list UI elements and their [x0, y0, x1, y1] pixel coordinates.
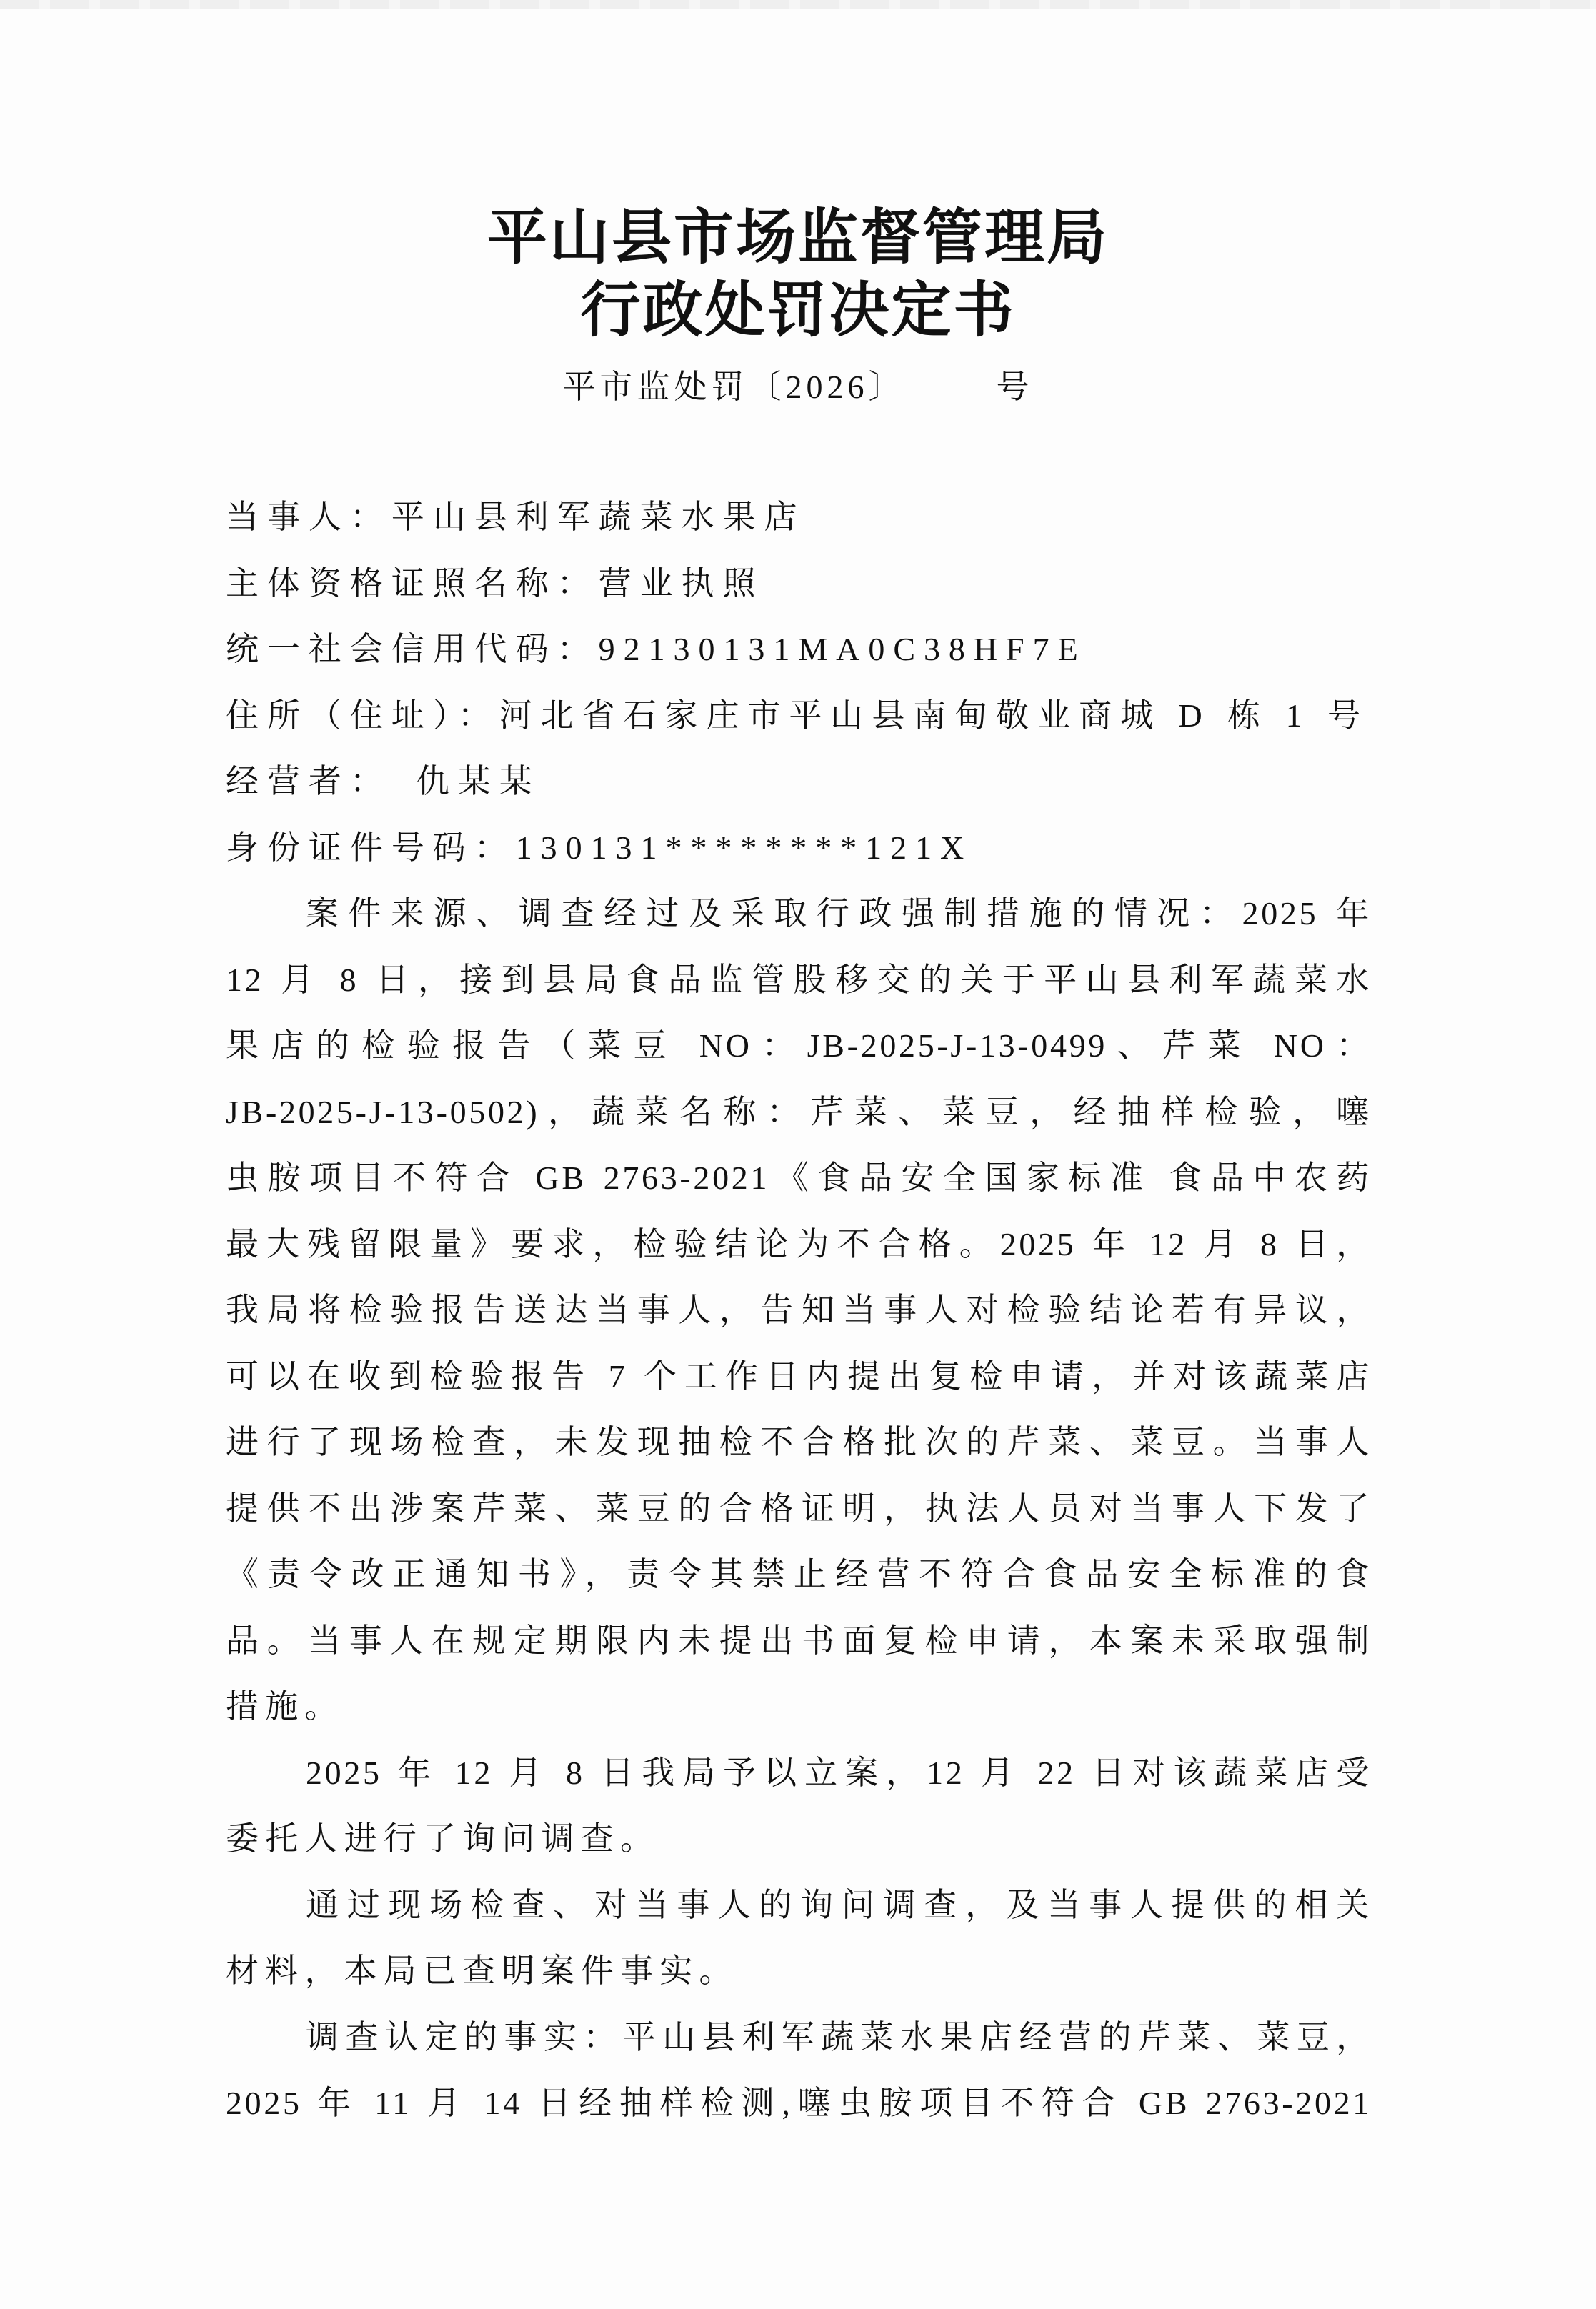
body-line: 品。当事人在规定期限内未提出书面复检申请，本案未采取强制 [226, 1622, 1372, 1659]
body-line: 虫胺项目不符合 GB 2763-2021《食品安全国家标准 食品中农药 [226, 1160, 1372, 1196]
body-line: 果店的检验报告（菜豆 NO：JB-2025-J-13-0499、芹菜 NO： [226, 1027, 1372, 1064]
document-header [0, 202, 1596, 348]
document-number [0, 366, 1596, 409]
body-line: 经营者： 仇某某 [226, 763, 541, 799]
document-title-line1: 平山县市场监督管理局 [487, 205, 1109, 271]
body-line: 通过现场检查、对当事人的询问调查，及当事人提供的相关 [306, 1886, 1372, 1923]
document-title-line2: 行政处罚决定书 [580, 278, 1016, 344]
body-line: 提供不出涉案芹菜、菜豆的合格证明，执法人员对当事人下发了 [226, 1490, 1372, 1527]
body-line: 《责令改正通知书》，责令其禁止经营不符合食品安全标准的食 [226, 1556, 1372, 1592]
body-line: 进行了现场检查，未发现抽检不合格批次的芹菜、菜豆。当事人 [226, 1424, 1372, 1460]
document-body [226, 484, 1372, 2137]
body-line: 统一社会信用代码：92130131MA0C38HF7E [226, 631, 1087, 667]
body-line: 调查认定的事实：平山县利军蔬菜水果店经营的芹菜、菜豆， [306, 2018, 1372, 2055]
body-line: 材料，本局已查明案件事实。 [226, 1953, 739, 1989]
body-line: 12 月 8 日，接到县局食品监管股移交的关于平山县利军蔬菜水 [226, 961, 1372, 998]
document-number-prefix: 平市监处罚〔2026〕 [562, 369, 906, 405]
body-line: 住所（住址）：河北省石家庄市平山县南甸敬业商城 D 栋 1 号 [226, 697, 1369, 734]
scan-artifact-strip [0, 0, 1596, 9]
body-line: 我局将检验报告送达当事人，告知当事人对检验结论若有异议， [226, 1292, 1372, 1328]
document-number-suffix: 号 [996, 369, 1034, 405]
body-line: 措施。 [226, 1688, 344, 1725]
body-line: 身份证件号码：130131********121X [226, 829, 973, 866]
body-line: 最大残留限量》要求，检验结论为不合格。2025 年 12 月 8 日， [226, 1225, 1372, 1262]
body-line: 案件来源、调查经过及采取行政强制措施的情况：2025 年 [306, 895, 1372, 932]
body-line: 当事人：平山县利军蔬菜水果店 [226, 499, 806, 535]
body-line: 主体资格证照名称：营业执照 [226, 564, 764, 602]
body-line: 可以在收到检验报告 7 个工作日内提出复检申请，并对该蔬菜店 [226, 1357, 1372, 1395]
body-line: 2025 年 11 月 14 日经抽样检测,噻虫胺项目不符合 GB 2763-2021 [226, 2085, 1372, 2121]
body-line: 委托人进行了询问调查。 [226, 1820, 660, 1857]
body-line: JB-2025-J-13-0502)，蔬菜名称：芹菜、菜豆，经抽样检验，噻 [226, 1093, 1372, 1130]
body-line: 2025 年 12 月 8 日我局予以立案，12 月 22 日对该蔬菜店受 [306, 1754, 1372, 1791]
